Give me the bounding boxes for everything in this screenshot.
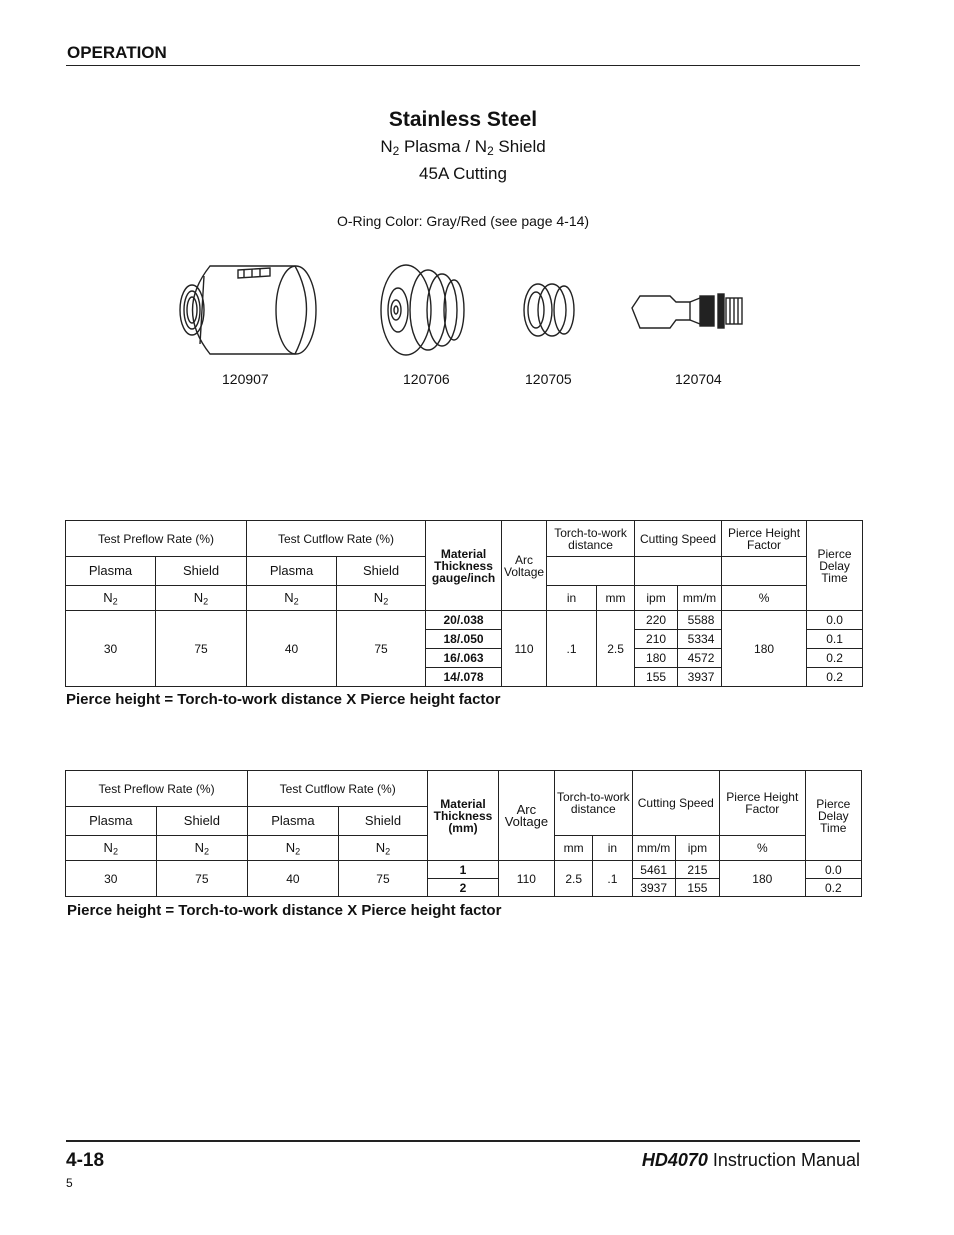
unit-ipm: ipm (635, 586, 678, 611)
delay-cell: 0.2 (807, 649, 863, 668)
unit-pct: % (720, 836, 806, 861)
page-number: 4-18 (66, 1150, 105, 1171)
ttw-blank (547, 557, 635, 586)
speed-mmm-cell: 5588 (678, 611, 722, 630)
speed-ipm-cell: 215 (675, 861, 719, 879)
phf-value: 180 (722, 611, 807, 687)
ttw-header: Torch-to-work distance (547, 521, 635, 557)
preflow-header: Test Preflow Rate (%) (66, 771, 248, 807)
preflow-shield-value: 75 (156, 861, 248, 897)
pdt-header: Pierce Delay Time (805, 771, 861, 861)
oring-note: O-Ring Color: Gray/Red (see page 4-14) (336, 213, 590, 229)
gas-cell: $N_2$ (337, 586, 426, 611)
consumable-parts-figure (170, 258, 750, 363)
cutflow-shield-value: 75 (337, 611, 426, 687)
unit-in: in (593, 836, 632, 861)
cutflow-shield-label: Shield (338, 807, 428, 836)
cutflow-header: Test Cutflow Rate (%) (247, 521, 426, 557)
speed-mmm-cell: 3937 (632, 879, 675, 897)
speed-ipm-cell: 220 (635, 611, 678, 630)
arc-voltage-header: Arc Voltage (498, 771, 554, 861)
ttw-header: Torch-to-work distance (555, 771, 632, 836)
cutflow-shield-label: Shield (337, 557, 426, 586)
speed-mmm-cell: 5461 (632, 861, 675, 879)
cut-chart-table-metric (65, 770, 862, 897)
speed-ipm-cell: 180 (635, 649, 678, 668)
unit-mmm: mm/m (632, 836, 675, 861)
thickness-cell: 16/.063 (426, 649, 502, 668)
phf-header: Pierce Height Factor (722, 521, 807, 557)
unit-in: in (547, 586, 597, 611)
speed-blank (635, 557, 722, 586)
ttw-mm-value: 2.5 (555, 861, 593, 897)
unit-mm: mm (597, 586, 635, 611)
speed-mmm-cell: 3937 (678, 668, 722, 687)
section-header: OPERATION (67, 43, 167, 62)
header-rule (66, 65, 860, 66)
phf-blank (722, 557, 807, 586)
thickness-cell: 2 (428, 879, 498, 897)
pierce-height-note: Pierce height = Torch-to-work distance X Pierce height factor (67, 902, 502, 919)
page-title: Stainless Steel (388, 108, 538, 131)
cutting-speed-header: Cutting Speed (632, 771, 720, 836)
speed-ipm-cell: 155 (675, 879, 719, 897)
preflow-plasma-value: 30 (66, 861, 157, 897)
unit-mmm: mm/m (678, 586, 722, 611)
revision-number: 5 (66, 1176, 73, 1190)
gas-cell: $N_2$ (248, 836, 339, 861)
pierce-height-note: Pierce height = Torch-to-work distance X Pierce height factor (66, 691, 501, 708)
gas-cell: $N_2$ (247, 586, 337, 611)
gas-cell: $N_2$ (66, 586, 156, 611)
swirl-ring-drawing (524, 284, 574, 336)
speed-mmm-cell: 4572 (678, 649, 722, 668)
arc-voltage-value: 110 (502, 611, 547, 687)
electrode-drawing (632, 294, 742, 328)
unit-ipm: ipm (675, 836, 719, 861)
delay-cell: 0.0 (805, 861, 861, 879)
arc-voltage-value: 110 (498, 861, 554, 897)
current-subtitle: 45A Cutting (419, 164, 507, 183)
thickness-cell: 20/.038 (426, 611, 502, 630)
cutflow-plasma-value: 40 (248, 861, 339, 897)
gas-cell: $N_2$ (156, 586, 247, 611)
phf-value: 180 (720, 861, 806, 897)
gas-cell: $N_2$ (156, 836, 248, 861)
nozzle-drawing (381, 265, 464, 355)
preflow-shield-value: 75 (156, 611, 247, 687)
preflow-header: Test Preflow Rate (%) (66, 521, 247, 557)
gas-cell: $N_2$ (338, 836, 428, 861)
footer-rule (66, 1140, 860, 1142)
material-thickness-header: Material Thickness gauge/inch (426, 521, 502, 611)
unit-pct: % (722, 586, 807, 611)
unit-mm: mm (555, 836, 593, 861)
part-number-3: 120705 (525, 371, 572, 387)
delay-cell: 0.0 (807, 611, 863, 630)
preflow-plasma-value: 30 (66, 611, 156, 687)
gas-subtitle: $N_2$ Plasma / $N_2$ Shield (380, 137, 546, 158)
part-number-1: 120907 (222, 371, 269, 387)
cutflow-plasma-label: Plasma (247, 557, 337, 586)
thickness-cell: 1 (428, 861, 498, 879)
delay-cell: 0.2 (805, 879, 861, 897)
preflow-shield-label: Shield (156, 807, 248, 836)
ttw-mm-value: 2.5 (597, 611, 635, 687)
material-thickness-header: Material Thickness (mm) (428, 771, 498, 861)
ttw-in-value: .1 (593, 861, 632, 897)
arc-voltage-header: Arc Voltage (502, 521, 547, 611)
preflow-plasma-label: Plasma (66, 557, 156, 586)
speed-ipm-cell: 210 (635, 630, 678, 649)
part-number-4: 120704 (675, 371, 722, 387)
delay-cell: 0.2 (807, 668, 863, 687)
ttw-in-value: .1 (547, 611, 597, 687)
gas-cell: $N_2$ (66, 836, 157, 861)
shield-cap-drawing (180, 266, 316, 354)
speed-mmm-cell: 5334 (678, 630, 722, 649)
cutflow-plasma-label: Plasma (248, 807, 339, 836)
preflow-shield-label: Shield (156, 557, 247, 586)
thickness-cell: 14/.078 (426, 668, 502, 687)
thickness-cell: 18/.050 (426, 630, 502, 649)
cutting-speed-header: Cutting Speed (635, 521, 722, 557)
part-number-2: 120706 (403, 371, 450, 387)
phf-header: Pierce Height Factor (720, 771, 806, 836)
cutflow-plasma-value: 40 (247, 611, 337, 687)
cutflow-header: Test Cutflow Rate (%) (248, 771, 428, 807)
delay-cell: 0.1 (807, 630, 863, 649)
cut-chart-table-inch (65, 520, 863, 687)
manual-title: HD4070 Instruction Manual (641, 1150, 860, 1170)
speed-ipm-cell: 155 (635, 668, 678, 687)
preflow-plasma-label: Plasma (66, 807, 157, 836)
pdt-header: Pierce Delay Time (807, 521, 863, 611)
cutflow-shield-value: 75 (338, 861, 428, 897)
